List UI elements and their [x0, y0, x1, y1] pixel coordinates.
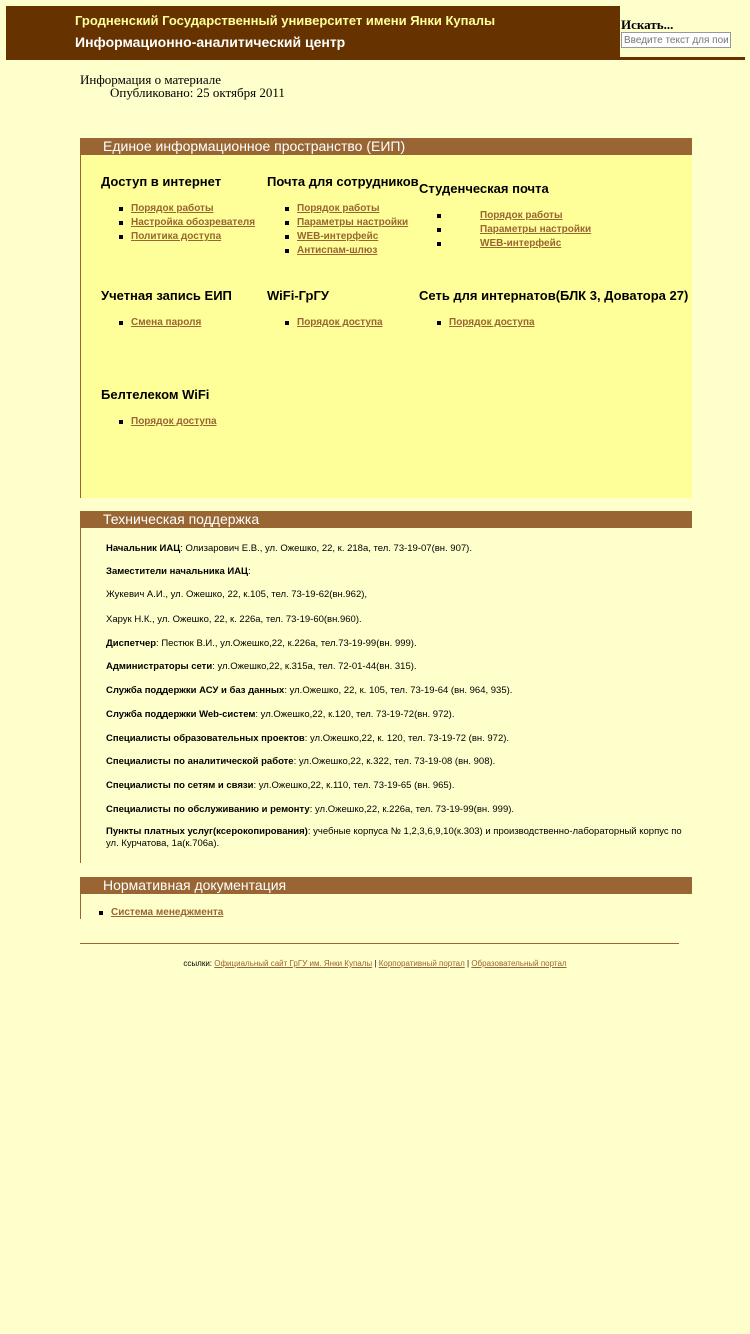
support-panel [80, 528, 692, 863]
support-row-text: : ул.Ожешко,22, к.110, тел. 73-19-65 (вн. 965). [253, 780, 455, 791]
group-internet-access [101, 174, 255, 244]
support-row-text: : ул.Ожешко,22, к. 120, тел. 73-19-72 (вн. 972). [304, 733, 510, 744]
link-official-site[interactable]: Официальный сайт ГрГУ им. Янки Купалы [214, 959, 373, 968]
site-header [6, 6, 744, 60]
list-item [419, 209, 591, 223]
group-staff-mail [267, 174, 419, 258]
support-row [106, 566, 686, 578]
group-title: Почта для сотрудников [267, 174, 419, 189]
support-row-text: : ул.Ожешко,22, к.120, тел. 73-19-72(вн. 972). [255, 709, 455, 720]
link-staff-mail-settings[interactable]: Параметры настройки [297, 217, 409, 228]
support-row-label: Диспетчер [106, 638, 157, 649]
list-item [267, 216, 419, 230]
group-beltelecom-wifi [101, 387, 217, 429]
link-student-mail-settings[interactable]: Параметры настройки [480, 224, 592, 235]
group-title: Сеть для интернатов(БЛК 3, Доватора 27) [419, 288, 689, 303]
group-student-mail [419, 181, 591, 251]
search-input[interactable] [621, 32, 731, 48]
group-title: Доступ в интернет [101, 174, 222, 189]
support-row-text: Жукевич А.И., ул. Ожешко, 22, к.105, тел. 73-19-62(вн.962), [106, 589, 368, 600]
support-row [106, 543, 686, 555]
footer-links [0, 959, 750, 968]
support-row [106, 733, 686, 745]
support-row-text: : ул.Ожешко,22, к.322, тел. 73-19-08 (вн. 908). [293, 756, 496, 767]
link-wifi-access[interactable]: Порядок доступа [297, 317, 383, 328]
footer-prefix: ссылки: [183, 959, 213, 968]
link-student-webmail[interactable]: WEB-интерфейс [480, 238, 562, 249]
support-row-label: Начальник ИАЦ [106, 543, 181, 554]
list-item [99, 907, 223, 918]
search-underline [620, 57, 745, 60]
list-item [101, 216, 255, 230]
list-item [267, 230, 419, 244]
support-row-label: Заместители начальника ИАЦ [106, 566, 248, 577]
list-item [101, 230, 255, 244]
group-title: WiFi-ГрГУ [267, 288, 329, 303]
link-educational-portal[interactable]: Образовательный портал [471, 959, 567, 968]
link-corporate-portal[interactable]: Корпоративный портал [378, 959, 465, 968]
support-row [106, 685, 686, 697]
support-row [106, 826, 686, 850]
link-internet-rules[interactable]: Порядок работы [131, 203, 214, 214]
support-row [106, 780, 686, 792]
support-row-text: : ул.Ожешко,22, к.226а, тел. 73-19-99(вн. 999). [309, 804, 515, 815]
list-item [101, 202, 255, 216]
docs-panel-title: Нормативная документация [80, 877, 692, 894]
link-beltelecom-access[interactable]: Порядок доступа [131, 416, 217, 427]
support-row-label: Специалисты по сетям и связи [106, 780, 254, 791]
link-staff-mail-rules[interactable]: Порядок работы [297, 203, 380, 214]
support-row [106, 756, 686, 768]
footer-divider [80, 943, 679, 944]
info-title: Информация о материале [80, 72, 221, 87]
list-item [267, 244, 419, 258]
link-dorm-access[interactable]: Порядок доступа [449, 317, 535, 328]
support-row-label: Специалисты по обслуживанию и ремонту [106, 804, 310, 815]
support-row-label: Специалисты по аналитической работе [106, 756, 294, 767]
support-row-label: Специалисты образовательных проектов [106, 733, 305, 744]
list-item [267, 316, 383, 330]
support-row-text: : Олизарович Е.В., ул. Ожешко, 22, к. 218а, тел. 73-19-07(вн. 907). [180, 543, 472, 554]
link-student-mail-rules[interactable]: Порядок работы [480, 210, 563, 221]
support-row-text: : ул.Ожешко,22, к.315а, тел. 72-01-44(вн. 315). [212, 661, 417, 672]
footer-separator: | [467, 959, 470, 968]
group-title: Белтелеком WiFi [101, 387, 210, 402]
docs-panel [80, 894, 692, 919]
footer-separator: | [374, 959, 377, 968]
support-row [106, 614, 686, 626]
link-staff-webmail[interactable]: WEB-интерфейс [297, 231, 379, 242]
group-title: Студенческая почта [419, 181, 549, 196]
list-item [101, 415, 217, 429]
link-management-system[interactable]: Система менеджмента [111, 907, 224, 918]
eip-panel [80, 155, 692, 498]
link-browser-setup[interactable]: Настройка обозревателя [131, 217, 256, 228]
support-row-text: : Пестюк В.И., ул.Ожешко,22, к.226а, тел.73-19-99(вн. 999). [156, 638, 417, 649]
support-row-label: Пункты платных услуг(ксерокопирования) [106, 826, 308, 837]
support-row-text: : ул.Ожешко, 22, к. 105, тел. 73-19-64 (вн. 964, 935). [284, 685, 513, 696]
support-row-text: : [248, 566, 251, 577]
group-title: Учетная запись ЕИП [101, 288, 232, 303]
list-item [419, 237, 591, 251]
support-row-label: Служба поддержки Web-систем [106, 709, 256, 720]
list-item [419, 223, 591, 237]
support-panel-title: Техническая поддержка [80, 511, 692, 528]
support-row [106, 638, 686, 650]
support-row [106, 589, 686, 601]
list-item [267, 202, 419, 216]
support-row-label: Администраторы сети [106, 661, 213, 672]
support-row-label: Служба поддержки АСУ и баз данных [106, 685, 285, 696]
group-wifi-grgu [267, 288, 383, 330]
link-access-policy[interactable]: Политика доступа [131, 231, 222, 242]
list-item [419, 316, 688, 330]
link-change-password[interactable]: Смена пароля [131, 317, 202, 328]
group-dorm-network [419, 288, 688, 330]
support-row [106, 709, 686, 721]
support-row-text: : учебные корпуса № 1,2,3,6,9,10(к.303) и производственно-лабораторный корпус по ул. Курчатова, 1а(к.706а). [106, 826, 682, 849]
search-box [619, 6, 745, 60]
group-eip-account [101, 288, 232, 330]
university-title: Гродненский Государственный университет имени Янки Купалы [75, 13, 496, 28]
list-item [101, 316, 232, 330]
support-row [106, 661, 686, 673]
support-row [106, 804, 686, 816]
published-date: Опубликовано: 25 октября 2011 [110, 85, 285, 100]
search-label: Искать... [621, 17, 674, 32]
support-row-text: Харук Н.К., ул. Ожешко, 22, к. 226а, тел. 73-19-60(вн.960). [106, 614, 362, 625]
eip-panel-title: Единое информационное пространство (ЕИП) [80, 138, 692, 155]
center-title: Информационно-аналитический центр [75, 34, 346, 50]
link-antispam[interactable]: Антиспам-шлюз [297, 245, 378, 256]
